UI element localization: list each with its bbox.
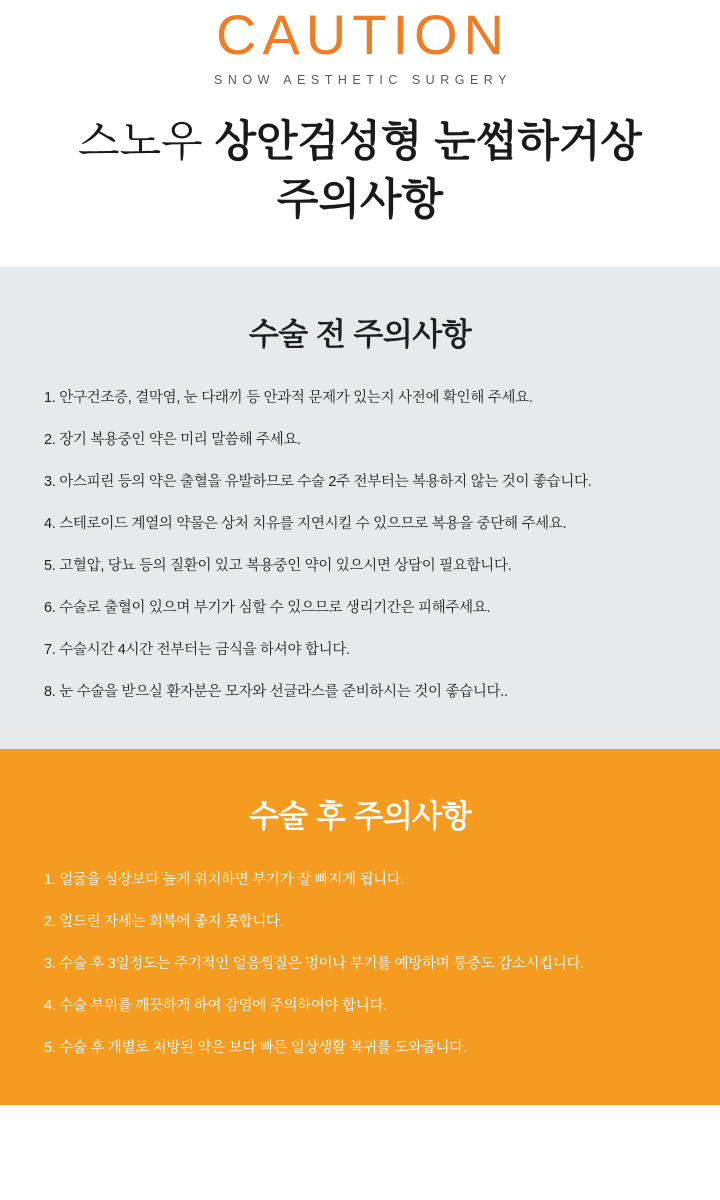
list-item: 6. 수술로 출혈이 있으며 부기가 심할 수 있으므로 생리기간은 피해주세요. <box>44 599 491 616</box>
logo-tagline: SNOW AESTHETIC SURGERY <box>214 72 512 87</box>
list-item: 4. 수술 부위를 깨끗하게 하여 감염에 주의하여야 합니다. <box>44 997 387 1014</box>
post-op-list <box>0 870 720 1059</box>
page-title-line2: 주의사항 <box>276 175 444 224</box>
list-item: 7. 수술시간 4시간 전부터는 금식을 하셔야 합니다. <box>44 641 350 658</box>
page-title <box>0 115 720 229</box>
pre-op-list <box>0 388 720 703</box>
list-item: 2. 장기 복용중인 약은 미리 말씀해 주세요. <box>44 431 301 448</box>
section-pre-op <box>0 267 720 749</box>
list-item: 5. 고혈압, 당뇨 등의 질환이 있고 복용중인 약이 있으시면 상담이 필요합니다. <box>44 557 512 574</box>
list-item: 5. 수술 후 개별로 처방된 약은 보다 빠른 일상생활 복귀를 도와줍니다. <box>44 1039 467 1056</box>
section-post-op-heading: 수술 후 주의사항 <box>248 798 472 834</box>
list-item: 1. 얼굴을 심장보다 높게 위치하면 부기가 잘 빠지게 됩니다. <box>44 871 405 888</box>
list-item: 8. 눈 수술을 받으실 환자분은 모자와 선글라스를 준비하시는 것이 좋습니다.. <box>44 683 508 700</box>
clinic-logo <box>0 0 720 87</box>
list-item: 1. 안구건조증, 결막염, 눈 다래끼 등 안과적 문제가 있는지 사전에 확인해 주세요. <box>44 389 533 406</box>
page-title-prefix: 스노우 <box>78 117 215 166</box>
list-item: 3. 수술 후 3일정도는 주기적인 얼음찜질은 멍이나 부기를 예방하며 통증도 감소시킵니다. <box>44 955 585 972</box>
page-title-highlight: 상안검성형 눈썹하거상 <box>214 117 642 166</box>
list-item: 4. 스테로이드 계열의 약물은 상처 치유를 지연시킬 수 있으므로 복용을 중단해 주세요. <box>44 515 567 532</box>
list-item: 3. 아스피린 등의 약은 출혈을 유발하므로 수술 2주 전부터는 복용하지 않는 것이 좋습니다. <box>44 473 592 490</box>
section-post-op <box>0 749 720 1105</box>
list-item: 2. 엎드린 자세는 회복에 좋지 못합니다. <box>44 913 284 930</box>
logo-wordmark: CAUTION <box>216 3 510 66</box>
section-pre-op-heading: 수술 전 주의사항 <box>248 316 472 352</box>
